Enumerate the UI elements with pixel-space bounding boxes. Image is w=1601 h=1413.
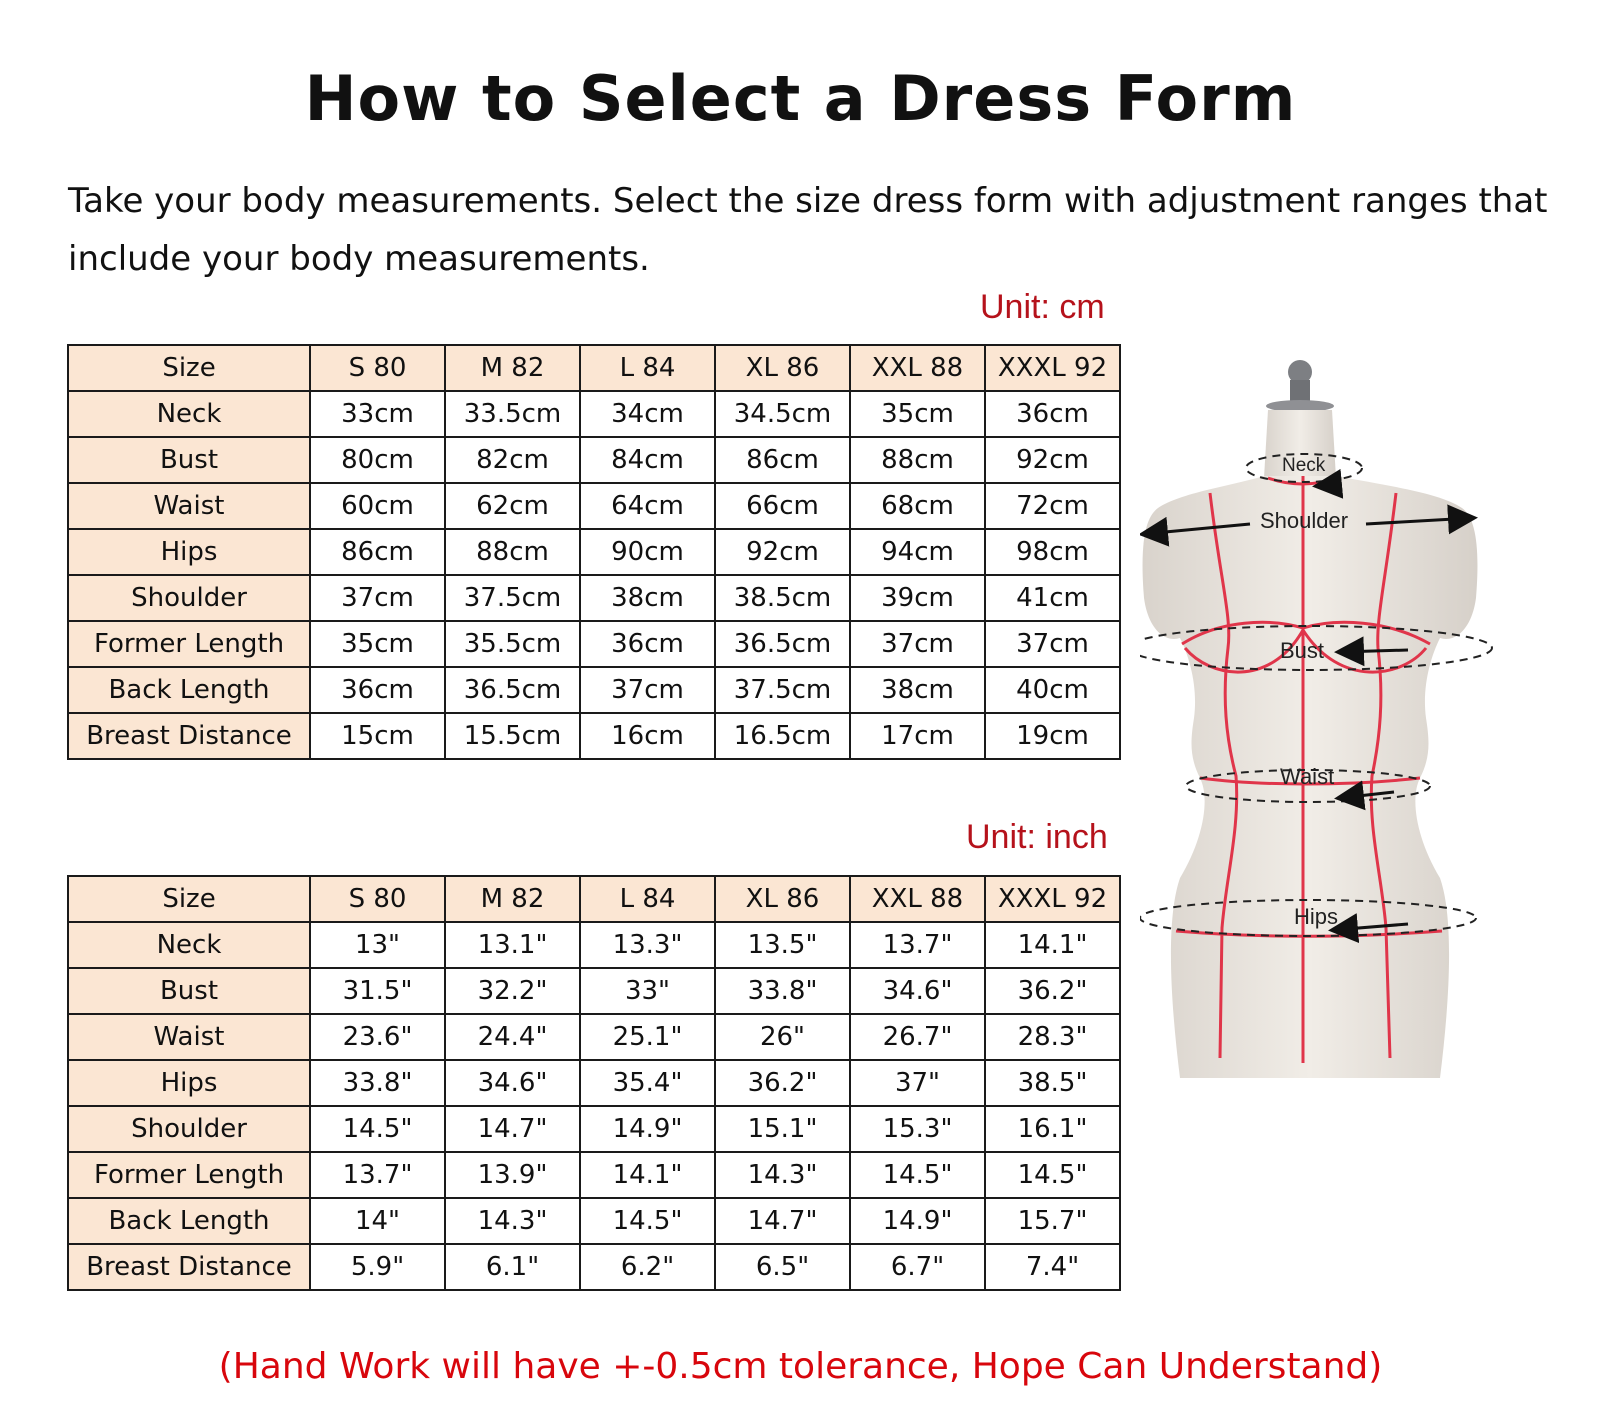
measurement-value: 36.2" bbox=[715, 1060, 850, 1106]
measurement-value: 14.5" bbox=[310, 1106, 445, 1152]
measurement-value: 38cm bbox=[850, 667, 985, 713]
measurement-value: 88cm bbox=[445, 529, 580, 575]
measurement-value: 68cm bbox=[850, 483, 985, 529]
measurement-value: 38.5cm bbox=[715, 575, 850, 621]
size-column-header: XXL 88 bbox=[850, 345, 985, 391]
measurement-value: 38cm bbox=[580, 575, 715, 621]
measurement-value: 13.7" bbox=[310, 1152, 445, 1198]
size-column-header: XL 86 bbox=[715, 345, 850, 391]
measurement-value: 16.1" bbox=[985, 1106, 1120, 1152]
table-row bbox=[68, 575, 1120, 621]
measurement-value: 24.4" bbox=[445, 1014, 580, 1060]
shoulder-label: Shoulder bbox=[1260, 508, 1349, 533]
measurement-value: 14.9" bbox=[580, 1106, 715, 1152]
table-row bbox=[68, 1198, 1120, 1244]
table-row bbox=[68, 1014, 1120, 1060]
table-row bbox=[68, 621, 1120, 667]
measurement-value: 41cm bbox=[985, 575, 1120, 621]
table-row bbox=[68, 1152, 1120, 1198]
measurement-value: 33.8" bbox=[310, 1060, 445, 1106]
measurement-value: 16.5cm bbox=[715, 713, 850, 759]
measurement-value: 6.1" bbox=[445, 1244, 580, 1290]
measurement-value: 62cm bbox=[445, 483, 580, 529]
size-header-cell: Size bbox=[68, 876, 310, 922]
measurement-value: 64cm bbox=[580, 483, 715, 529]
measurement-value: 25.1" bbox=[580, 1014, 715, 1060]
measurement-label: Back Length bbox=[68, 667, 310, 713]
size-column-header: M 82 bbox=[445, 345, 580, 391]
measurement-value: 36cm bbox=[580, 621, 715, 667]
measurement-label: Bust bbox=[68, 968, 310, 1014]
measurement-label: Shoulder bbox=[68, 1106, 310, 1152]
measurement-label: Waist bbox=[68, 1014, 310, 1060]
page-title: How to Select a Dress Form bbox=[304, 62, 1297, 135]
size-column-header: XXXL 92 bbox=[985, 876, 1120, 922]
measurement-value: 37" bbox=[850, 1060, 985, 1106]
size-column-header: XXXL 92 bbox=[985, 345, 1120, 391]
measurement-value: 37cm bbox=[310, 575, 445, 621]
measurement-value: 15.5cm bbox=[445, 713, 580, 759]
measurement-value: 33.5cm bbox=[445, 391, 580, 437]
measurement-value: 36.5cm bbox=[445, 667, 580, 713]
table-row bbox=[68, 713, 1120, 759]
measurement-value: 34.6" bbox=[445, 1060, 580, 1106]
table-row bbox=[68, 968, 1120, 1014]
measurement-value: 36cm bbox=[310, 667, 445, 713]
measurement-value: 14.5" bbox=[850, 1152, 985, 1198]
measurement-value: 88cm bbox=[850, 437, 985, 483]
table-row bbox=[68, 437, 1120, 483]
measurement-value: 60cm bbox=[310, 483, 445, 529]
measurement-value: 36cm bbox=[985, 391, 1120, 437]
measurement-value: 26.7" bbox=[850, 1014, 985, 1060]
measurement-value: 14" bbox=[310, 1198, 445, 1244]
measurement-value: 31.5" bbox=[310, 968, 445, 1014]
measurement-value: 38.5" bbox=[985, 1060, 1120, 1106]
measurement-value: 13.9" bbox=[445, 1152, 580, 1198]
measurement-value: 7.4" bbox=[985, 1244, 1120, 1290]
measurement-value: 37.5cm bbox=[715, 667, 850, 713]
measurement-value: 35.4" bbox=[580, 1060, 715, 1106]
neck-label: Neck bbox=[1282, 455, 1326, 476]
measurement-value: 17cm bbox=[850, 713, 985, 759]
measurement-value: 34.5cm bbox=[715, 391, 850, 437]
measurement-label: Breast Distance bbox=[68, 713, 310, 759]
measurement-value: 90cm bbox=[580, 529, 715, 575]
size-header-cell: Size bbox=[68, 345, 310, 391]
measurement-value: 72cm bbox=[985, 483, 1120, 529]
measurement-value: 36.2" bbox=[985, 968, 1120, 1014]
measurement-value: 23.6" bbox=[310, 1014, 445, 1060]
measurement-value: 92cm bbox=[985, 437, 1120, 483]
measurement-label: Back Length bbox=[68, 1198, 310, 1244]
measurement-label: Neck bbox=[68, 391, 310, 437]
table-header-row bbox=[68, 876, 1120, 922]
measurement-value: 14.1" bbox=[985, 922, 1120, 968]
measurement-label: Neck bbox=[68, 922, 310, 968]
measurement-value: 19cm bbox=[985, 713, 1120, 759]
measurement-value: 15.7" bbox=[985, 1198, 1120, 1244]
measurement-value: 14.7" bbox=[445, 1106, 580, 1152]
measurement-value: 86cm bbox=[715, 437, 850, 483]
waist-label: Waist bbox=[1280, 764, 1335, 789]
measurement-value: 86cm bbox=[310, 529, 445, 575]
measurement-value: 14.5" bbox=[580, 1198, 715, 1244]
measurement-label: Hips bbox=[68, 529, 310, 575]
measurement-label: Breast Distance bbox=[68, 1244, 310, 1290]
measurement-value: 13.1" bbox=[445, 922, 580, 968]
measurement-value: 13.7" bbox=[850, 922, 985, 968]
measurement-value: 84cm bbox=[580, 437, 715, 483]
measurement-value: 40cm bbox=[985, 667, 1120, 713]
table-row bbox=[68, 529, 1120, 575]
measurement-value: 28.3" bbox=[985, 1014, 1120, 1060]
hips-label: Hips bbox=[1294, 904, 1339, 929]
measurement-value: 94cm bbox=[850, 529, 985, 575]
measurement-value: 92cm bbox=[715, 529, 850, 575]
measurement-value: 15.3" bbox=[850, 1106, 985, 1152]
table-row bbox=[68, 922, 1120, 968]
measurement-value: 82cm bbox=[445, 437, 580, 483]
size-column-header: XXL 88 bbox=[850, 876, 985, 922]
measurement-label: Former Length bbox=[68, 1152, 310, 1198]
table-row bbox=[68, 1244, 1120, 1290]
measurement-value: 37cm bbox=[850, 621, 985, 667]
measurement-label: Bust bbox=[68, 437, 310, 483]
measurement-value: 39cm bbox=[850, 575, 985, 621]
measurement-value: 37.5cm bbox=[445, 575, 580, 621]
table-row bbox=[68, 391, 1120, 437]
measurement-value: 14.5" bbox=[985, 1152, 1120, 1198]
measurement-value: 16cm bbox=[580, 713, 715, 759]
size-column-header: S 80 bbox=[310, 345, 445, 391]
measurement-label: Hips bbox=[68, 1060, 310, 1106]
size-column-header: L 84 bbox=[580, 345, 715, 391]
measurement-value: 14.1" bbox=[580, 1152, 715, 1198]
table-row bbox=[68, 667, 1120, 713]
size-table-inch bbox=[67, 875, 1121, 1291]
size-column-header: XL 86 bbox=[715, 876, 850, 922]
measurement-value: 35cm bbox=[850, 391, 985, 437]
size-column-header: S 80 bbox=[310, 876, 445, 922]
table-row bbox=[68, 1060, 1120, 1106]
unit-label-inch: Unit: inch bbox=[966, 818, 1108, 856]
size-column-header: L 84 bbox=[580, 876, 715, 922]
measurement-label: Shoulder bbox=[68, 575, 310, 621]
measurement-value: 14.7" bbox=[715, 1198, 850, 1244]
measurement-value: 37cm bbox=[985, 621, 1120, 667]
measurement-value: 13.3" bbox=[580, 922, 715, 968]
unit-label-cm: Unit: cm bbox=[980, 288, 1105, 326]
dress-form-diagram bbox=[1140, 358, 1540, 1118]
bust-label: Bust bbox=[1280, 638, 1325, 663]
measurement-value: 98cm bbox=[985, 529, 1120, 575]
measurement-value: 32.2" bbox=[445, 968, 580, 1014]
tolerance-note: (Hand Work will have +-0.5cm tolerance, Hope Can Understand) bbox=[218, 1346, 1383, 1387]
measurement-value: 5.9" bbox=[310, 1244, 445, 1290]
measurement-value: 15.1" bbox=[715, 1106, 850, 1152]
measurement-value: 33.8" bbox=[715, 968, 850, 1014]
size-table-cm bbox=[67, 344, 1121, 760]
measurement-value: 34.6" bbox=[850, 968, 985, 1014]
measurement-value: 34cm bbox=[580, 391, 715, 437]
measurement-value: 33" bbox=[580, 968, 715, 1014]
measurement-value: 35cm bbox=[310, 621, 445, 667]
measurement-value: 14.3" bbox=[445, 1198, 580, 1244]
measurement-value: 33cm bbox=[310, 391, 445, 437]
measurement-value: 15cm bbox=[310, 713, 445, 759]
size-column-header: M 82 bbox=[445, 876, 580, 922]
measurement-value: 6.5" bbox=[715, 1244, 850, 1290]
measurement-label: Former Length bbox=[68, 621, 310, 667]
measurement-value: 80cm bbox=[310, 437, 445, 483]
measurement-value: 6.7" bbox=[850, 1244, 985, 1290]
measurement-value: 36.5cm bbox=[715, 621, 850, 667]
table-header-row bbox=[68, 345, 1120, 391]
table-row bbox=[68, 483, 1120, 529]
measurement-value: 14.9" bbox=[850, 1198, 985, 1244]
measurement-label: Waist bbox=[68, 483, 310, 529]
measurement-value: 6.2" bbox=[580, 1244, 715, 1290]
measurement-value: 26" bbox=[715, 1014, 850, 1060]
dress-form-illustration bbox=[1140, 358, 1540, 1118]
measurement-value: 66cm bbox=[715, 483, 850, 529]
table-row bbox=[68, 1106, 1120, 1152]
measurement-value: 37cm bbox=[580, 667, 715, 713]
measurement-value: 14.3" bbox=[715, 1152, 850, 1198]
measurement-value: 13" bbox=[310, 922, 445, 968]
intro-text: Take your body measurements. Select the size dress form with adjustment ranges that include your body measurements. bbox=[68, 181, 1548, 279]
measurement-value: 13.5" bbox=[715, 922, 850, 968]
measurement-value: 35.5cm bbox=[445, 621, 580, 667]
